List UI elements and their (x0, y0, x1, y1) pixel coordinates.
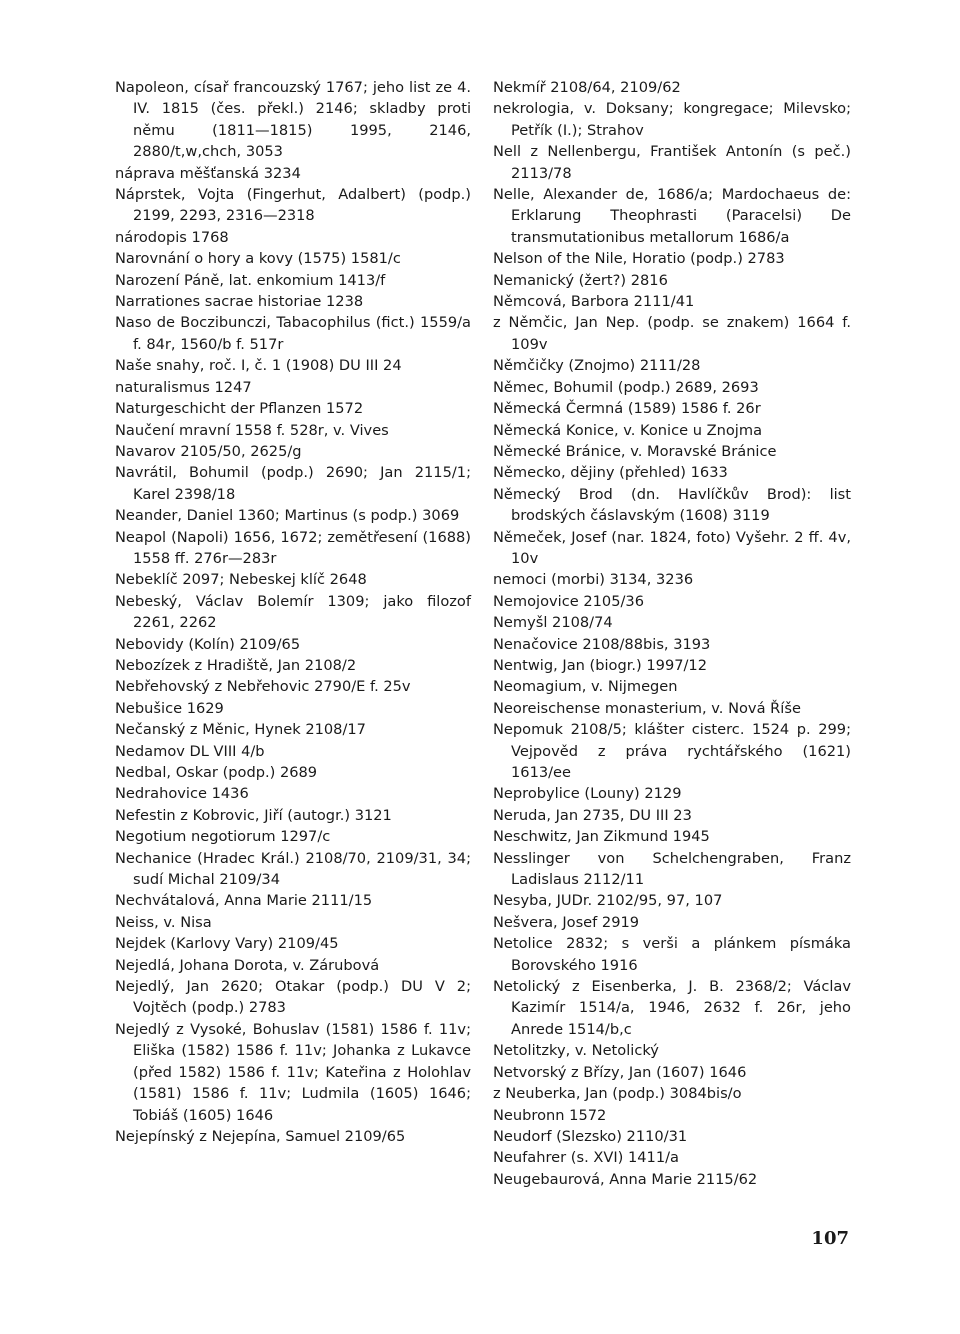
index-entry: Nelson of the Nile, Horatio (podp.) 2783 (493, 250, 785, 268)
index-entry: Naše snahy, roč. I, č. 1 (1908) DU III 24 (115, 357, 402, 375)
index-entry: Navrátil, Bohumil (podp.) 2690; Jan 2115/1; Karel 2398/18 (115, 464, 471, 503)
index-entry: Nejedlá, Johana Dorota, v. Zárubová (115, 956, 380, 974)
index-entry: Nejepínský z Nejepína, Samuel 2109/65 (115, 1127, 406, 1145)
index-entry: Nebozízek z Hradiště, Jan 2108/2 (115, 656, 357, 674)
index-entry: Neiss, v. Nisa (115, 913, 212, 931)
index-entry: Německá Konice, v. Konice u Znojma (493, 421, 763, 439)
index-entry: Nebřehovský z Nebřehovic 2790/E f. 25v (115, 678, 411, 696)
index-entry: Německo, dějiny (přehled) 1633 (493, 464, 728, 482)
index-entry: náprava měšťanská 3234 (115, 164, 301, 182)
index-entry: Německé Bránice, v. Moravské Bránice (493, 442, 777, 460)
index-entry: Nečanský z Měnic, Hynek 2108/17 (115, 721, 366, 739)
index-entry: Nebeklíč 2097; Nebeskej klíč 2648 (115, 571, 367, 589)
index-entry: Neander, Daniel 1360; Martinus (s podp.) 3069 (115, 507, 460, 525)
index-entry: Naučení mravní 1558 f. 528r, v. Vives (115, 421, 389, 439)
index-entry: Nebeský, Václav Bolemír 1309; jako filozof 2261, 2262 (115, 592, 471, 632)
index-entry: Narození Páně, lat. enkomium 1413/f (115, 271, 386, 289)
index-entry: národopis 1768 (115, 228, 229, 246)
index-entry: Neudorf (Slezsko) 2110/31 (493, 1127, 688, 1145)
right-index-column (493, 77, 851, 1190)
index-entry: Naso de Boczibunczi, Tabacophilus (fict.) 1559/a f. 84r, 1560/b f. 517r (115, 314, 471, 353)
left-index-column (115, 77, 471, 1147)
page-number: 107 (811, 1228, 849, 1249)
index-entry: Neugebaurová, Anna Marie 2115/62 (493, 1170, 758, 1188)
index-entry: Nemyšl 2108/74 (493, 614, 613, 632)
index-entry: Nesyba, JUDr. 2102/95, 97, 107 (493, 892, 723, 910)
index-entry: Nentwig, Jan (biogr.) 1997/12 (493, 656, 707, 674)
index-entry: Nejdek (Karlovy Vary) 2109/45 (115, 935, 339, 953)
index-entry: Němcová, Barbora 2111/41 (493, 293, 695, 311)
index-entry: Navarov 2105/50, 2625/g (115, 442, 302, 460)
index-entry: Narovnání o hory a kovy (1575) 1581/c (115, 250, 401, 268)
index-entry: Neomagium, v. Nijmegen (493, 678, 678, 696)
index-entry: Netolický z Eisenberka, J. B. 2368/2; Václav Kazimír 1514/a, 1946, 2632 f. 26r, jeho Anrede 1514/b,c (493, 978, 851, 1038)
index-entry: Negotium negotiorum 1297/c (115, 828, 331, 846)
index-entry: Náprstek, Vojta (Fingerhut, Adalbert) (podp.) 2199, 2293, 2316—2318 (115, 186, 471, 225)
index-entry: Nemanický (žert?) 2816 (493, 271, 668, 289)
index-entry: Nell z Nellenbergu, František Antonín (s peč.) 2113/78 (493, 143, 851, 182)
index-entry: Napoleon, císař francouzský 1767; jeho list ze 4. IV. 1815 (čes. překl.) 2146; skladby proti němu (1811—1815) 1995, 2146, 2880/t,w,chch, 3053 (115, 79, 471, 161)
index-entry: Nesslinger von Schelchengraben, Franz Ladislaus 2112/11 (493, 849, 851, 889)
index-entry: Nebovidy (Kolín) 2109/65 (115, 635, 301, 653)
index-entry: Nešvera, Josef 2919 (493, 913, 640, 931)
index-entry: Nedamov DL VIII 4/b (115, 742, 265, 760)
index-entry: Netvorský z Břízy, Jan (1607) 1646 (493, 1063, 747, 1081)
index-entry: Nedrahovice 1436 (115, 785, 249, 803)
index-entry: Neapol (Napoli) 1656, 1672; zemětřesení (1688) 1558 ff. 276r—283r (115, 528, 471, 567)
index-entry: Nepomuk 2108/5; klášter cisterc. 1524 p. 299; Vejpověd z práva rychtářského (1621) 1613/ee (493, 721, 851, 781)
index-entry: Nebušice 1629 (115, 699, 224, 717)
index-entry: Německý Brod (dn. Havlíčkův Brod): list brodských čáslavským (1608) 3119 (493, 485, 851, 525)
index-entry: Němčičky (Znojmo) 2111/28 (493, 357, 701, 375)
index-entry: z Němčic, Jan Nep. (podp. se znakem) 1664 f. 109v (493, 314, 851, 353)
index-entry: nemoci (morbi) 3134, 3236 (493, 571, 694, 589)
index-entry: Neufahrer (s. XVI) 1411/a (493, 1149, 679, 1167)
index-entry: Nechanice (Hradec Král.) 2108/70, 2109/31, 34; sudí Michal 2109/34 (115, 849, 471, 889)
index-entry: Nekmíř 2108/64, 2109/62 (493, 79, 681, 96)
index-entry: Nenačovice 2108/88bis, 3193 (493, 635, 711, 653)
index-entry: naturalismus 1247 (115, 378, 252, 396)
index-entry: Neoreischense monasterium, v. Nová Říše (493, 699, 801, 717)
index-entry: Nejedlý, Jan 2620; Otakar (podp.) DU V 2; Vojtěch (podp.) 2783 (115, 978, 471, 1017)
index-entry: Narrationes sacrae historiae 1238 (115, 293, 364, 311)
index-entry: Neschwitz, Jan Zikmund 1945 (493, 828, 710, 846)
index-entry: nekrologia, v. Doksany; kongregace; Milevsko; Petřík (I.); Strahov (493, 100, 851, 139)
index-entry: Nedbal, Oskar (podp.) 2689 (115, 764, 318, 781)
index-entry: Nemojovice 2105/36 (493, 592, 644, 610)
index-entry: Němec, Bohumil (podp.) 2689, 2693 (493, 378, 759, 396)
index-entry: Nejedlý z Vysoké, Bohuslav (1581) 1586 f. 11v; Eliška (1582) 1586 f. 11v; Johanka z Lukavce (před 1582) 1586 f. 11v; Kateřina z Holohlav (1581) 1586 f. 11v; Ludmila (1605) 1646; Tobiáš (1605) 1646 (115, 1020, 471, 1124)
index-entry: Neubronn 1572 (493, 1106, 607, 1124)
index-entry: Neprobylice (Louny) 2129 (493, 785, 682, 803)
index-entry: Nechvátalová, Anna Marie 2111/15 (115, 892, 373, 910)
index-entry: Němeček, Josef (nar. 1824, foto) Vyšehr. 2 ff. 4v, 10v (493, 528, 851, 567)
index-entry: Nelle, Alexander de, 1686/a; Mardochaeus de: Erklarung Theophrasti (Paracelsi) De transmutationibus metallorum 1686/a (493, 186, 851, 246)
index-entry: Německá Čermná (1589) 1586 f. 26r (493, 400, 761, 418)
index-entry: Neruda, Jan 2735, DU III 23 (493, 806, 692, 824)
index-entry: Nefestin z Kobrovic, Jiří (autogr.) 3121 (115, 806, 392, 824)
index-entry: z Neuberka, Jan (podp.) 3084bis/o (493, 1085, 742, 1103)
index-entry: Naturgeschicht der Pflanzen 1572 (115, 400, 364, 418)
index-entry: Netolitzky, v. Netolický (493, 1042, 659, 1060)
index-entry: Netolice 2832; s verši a plánkem písmáka Borovského 1916 (493, 935, 851, 974)
